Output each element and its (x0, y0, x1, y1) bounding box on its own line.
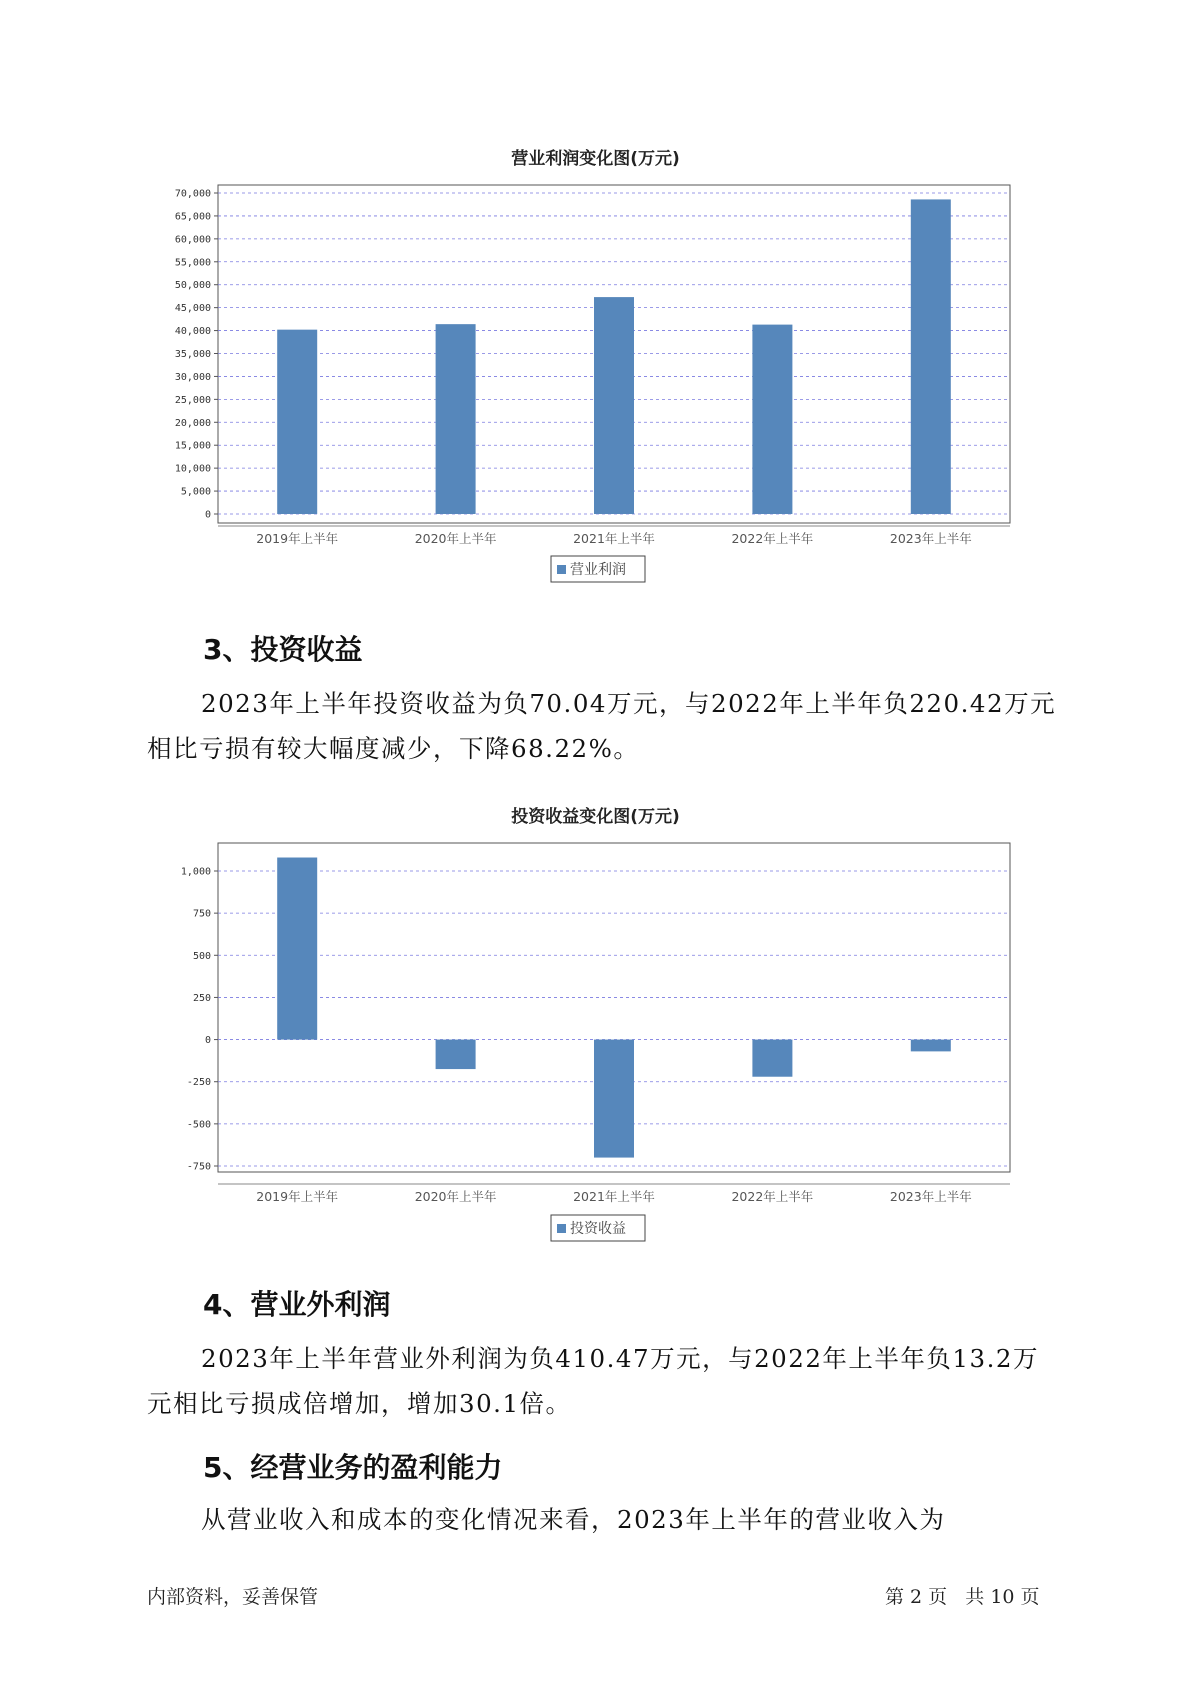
y-tick-label: 1,000 (180, 866, 211, 878)
y-tick-label: 250 (192, 992, 211, 1004)
y-tick-label: 500 (192, 950, 211, 962)
section-heading: 3、投资收益 (203, 633, 363, 666)
y-tick-label: 5,000 (180, 486, 211, 498)
y-tick-label: 0 (204, 1035, 211, 1047)
paragraph (147, 1497, 1059, 1542)
x-tick-label: 2020年上半年 (414, 531, 497, 546)
y-tick-label: 10,000 (174, 463, 211, 475)
x-tick-label: 2021年上半年 (573, 531, 655, 546)
y-tick-label: 45,000 (174, 303, 211, 315)
bar (277, 858, 317, 1040)
y-tick-label: -250 (186, 1077, 211, 1089)
chart-title: 投资收益变化图(万元) (511, 807, 680, 827)
footer-confidential: 内部资料，妥善保管 (147, 1586, 319, 1608)
y-tick-label: 25,000 (174, 394, 211, 406)
y-tick-label: 40,000 (174, 326, 211, 338)
y-tick-label: 65,000 (174, 211, 211, 223)
y-tick-label: 20,000 (174, 417, 211, 429)
x-tick-label: 2021年上半年 (573, 1189, 655, 1204)
bar (911, 1040, 951, 1052)
legend (551, 1215, 645, 1241)
bar (436, 1040, 476, 1070)
paragraph-line: 相比亏损有较大幅度减少，下降68.22%。 (147, 734, 640, 763)
paragraph-line: 2023年上半年营业外利润为负410.47万元，与2022年上半年负13.2万 (201, 1344, 1039, 1373)
y-tick-label: 0 (204, 509, 211, 521)
y-tick-label: 15,000 (174, 440, 211, 452)
x-tick-label: 2023年上半年 (889, 1189, 972, 1204)
chart-title: 营业利润变化图(万元) (511, 149, 680, 169)
y-tick-label: 30,000 (174, 371, 211, 383)
y-tick-label: 35,000 (174, 349, 211, 360)
paragraph (147, 1336, 1059, 1426)
section-heading: 4、营业外利润 (203, 1288, 391, 1321)
x-tick-label: 2023年上半年 (889, 531, 972, 546)
paragraph-line: 2023年上半年投资收益为负70.04万元，与2022年上半年负220.42万元 (201, 689, 1057, 718)
footer-page-number: 第 2 页 共 10 页 (885, 1586, 1040, 1608)
y-tick-label: 750 (192, 908, 211, 920)
y-tick-label: 55,000 (174, 257, 211, 269)
y-tick-label: 50,000 (174, 280, 211, 292)
x-tick-label: 2019年上半年 (256, 1189, 339, 1204)
y-tick-label: -500 (186, 1119, 211, 1131)
legend-swatch (557, 1224, 566, 1233)
bar (752, 1040, 792, 1077)
legend-label: 投资收益 (570, 1221, 626, 1237)
x-tick-label: 2020年上半年 (414, 1189, 497, 1204)
x-tick-label: 2019年上半年 (256, 531, 339, 546)
x-tick-label: 2022年上半年 (731, 531, 814, 546)
paragraph-line: 元相比亏损成倍增加，增加30.1倍。 (147, 1389, 572, 1418)
legend-label: 营业利润 (570, 562, 626, 578)
y-tick-label: 70,000 (174, 188, 211, 200)
x-tick-label: 2022年上半年 (731, 1189, 814, 1204)
y-tick-label: 60,000 (174, 234, 211, 246)
bar (594, 1040, 634, 1158)
paragraph-line: 从营业收入和成本的变化情况来看，2023年上半年的营业收入为 (201, 1505, 946, 1534)
section-heading: 5、经营业务的盈利能力 (203, 1451, 503, 1484)
y-tick-label: -750 (186, 1161, 211, 1173)
